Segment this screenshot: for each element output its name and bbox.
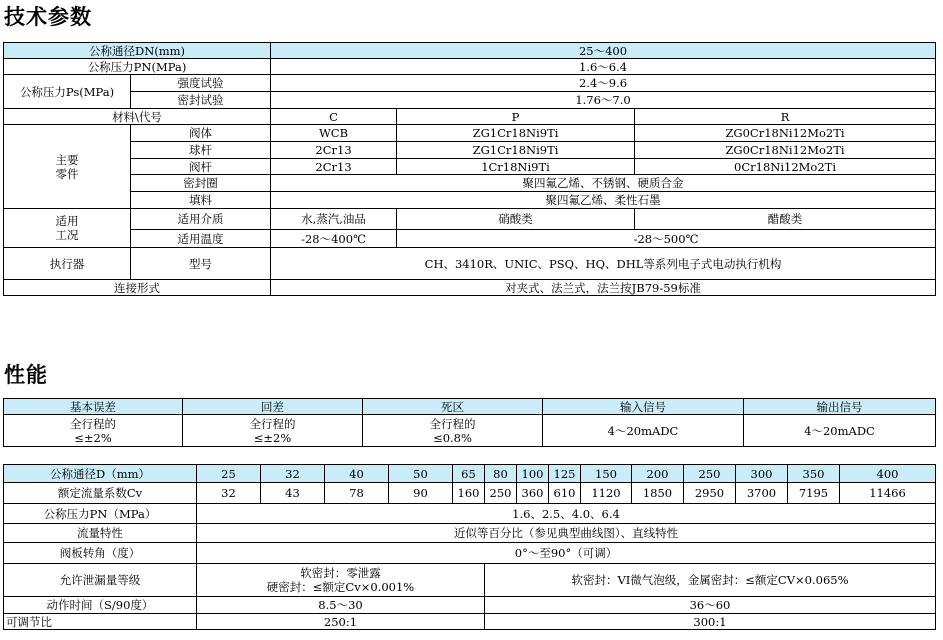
medium-r: 醋酸类 xyxy=(635,209,936,230)
cv-cell: 1850 xyxy=(632,483,684,504)
cv-cell: 11466 xyxy=(840,483,936,504)
output-signal-value: 4～20mADC xyxy=(744,415,936,447)
section-title-tech-params: 技术参数 xyxy=(4,5,92,29)
packing-value: 聚四氟乙烯、柔性石墨 xyxy=(271,192,936,209)
leak-right: 软密封：VI微气泡级，金属密封：≤额定CV×0.065% xyxy=(485,564,936,597)
seal-test-label: 密封试验 xyxy=(131,92,271,109)
leak-label: 允许泄漏量等级 xyxy=(4,564,197,597)
seal-ring-value: 聚四氟乙烯、不锈钢、硬质合金 xyxy=(271,175,936,192)
header-dead-band: 死区 xyxy=(363,399,543,415)
header-basic-error: 基本误差 xyxy=(4,399,183,415)
valve-body-label: 阀体 xyxy=(131,125,271,142)
ratio-right: 300:1 xyxy=(485,614,936,630)
cv-cell: 1120 xyxy=(581,483,632,504)
cv-cell: 250 xyxy=(485,483,517,504)
dn-label: 公称通径DN(mm) xyxy=(4,43,271,59)
header-output-signal: 输出信号 xyxy=(744,399,936,415)
cv-cell: 3700 xyxy=(736,483,788,504)
ps-label: 公称压力Ps(MPa) xyxy=(4,75,131,109)
valve-body-p: ZG1Cr18Ni9Ti xyxy=(397,125,635,142)
actuator-label: 执行器 xyxy=(4,248,131,280)
stem-r: 0Cr18Ni12Mo2Ti xyxy=(635,159,936,175)
stem-c: 2Cr13 xyxy=(271,159,397,175)
cv-cell: 32 xyxy=(197,483,261,504)
leak-left-hard: 硬密封：≤额定Cv×0.001% xyxy=(266,580,415,594)
valve-body-c: WCB xyxy=(271,125,397,142)
hysteresis-value: 全行程的≤±2% xyxy=(183,415,363,447)
dn-size-cell: 80 xyxy=(485,465,517,483)
cv-label: 额定流量系数Cv xyxy=(4,483,197,504)
pn-label-2: 公称压力PN（MPa） xyxy=(4,504,197,524)
header-input-signal: 输入信号 xyxy=(543,399,744,415)
model-value: CH、3410R、UNIC、PSQ、HQ、DHL等系列电子式电动执行机构 xyxy=(271,248,936,280)
code-r: R xyxy=(635,109,936,125)
input-signal-value: 4～20mADC xyxy=(543,415,744,447)
dn-size-cell: 150 xyxy=(581,465,632,483)
flow-value: 近似等百分比（参见典型曲线图）、直线特性 xyxy=(197,524,936,543)
action-time-left: 8.5～30 xyxy=(197,597,485,614)
dn-size-cell: 100 xyxy=(517,465,549,483)
stem-label: 阀杆 xyxy=(131,159,271,175)
dead-band-value: 全行程的≤0.8% xyxy=(363,415,543,447)
medium-label: 适用介质 xyxy=(131,209,271,230)
pn-value-2: 1.6、2.5、4.0、6.4 xyxy=(197,504,936,524)
basic-error-value: 全行程的≤±2% xyxy=(4,415,183,447)
leak-left xyxy=(197,564,485,597)
valve-body-r: ZG0Cr18Ni12Mo2Ti xyxy=(635,125,936,142)
connection-value: 对夹式、法兰式，法兰按JB79-59标准 xyxy=(271,280,936,296)
dn-size-cell: 65 xyxy=(453,465,485,483)
material-label: 材料\代号 xyxy=(4,109,271,125)
dn-size-cell: 25 xyxy=(197,465,261,483)
ball-stem-p: ZG1Cr18Ni9Ti xyxy=(397,142,635,159)
model-label: 型号 xyxy=(131,248,271,280)
applicable-label: 适用工况 xyxy=(4,209,131,248)
cv-cell: 7195 xyxy=(788,483,840,504)
performance-summary-table xyxy=(3,398,936,447)
cv-cell: 43 xyxy=(261,483,325,504)
medium-p: 硝酸类 xyxy=(397,209,635,230)
packing-label: 填料 xyxy=(131,192,271,209)
connection-label: 连接形式 xyxy=(4,280,271,296)
stem-p: 1Cr18Ni9Ti xyxy=(397,159,635,175)
cv-cell: 160 xyxy=(453,483,485,504)
ball-stem-c: 2Cr13 xyxy=(271,142,397,159)
dn-size-cell: 40 xyxy=(325,465,389,483)
pn-label: 公称压力PN(MPa) xyxy=(4,59,271,75)
pn-value: 1.6～6.4 xyxy=(271,59,936,75)
dn-size-cell: 250 xyxy=(684,465,736,483)
seal-ring-label: 密封圈 xyxy=(131,175,271,192)
ball-stem-r: ZG0Cr18Ni12Mo2Ti xyxy=(635,142,936,159)
seal-test-value: 1.76～7.0 xyxy=(271,92,936,109)
dn-size-cell: 300 xyxy=(736,465,788,483)
dn-size-cell: 350 xyxy=(788,465,840,483)
cv-cell: 610 xyxy=(549,483,581,504)
medium-c: 水,蒸汽,油品 xyxy=(271,209,397,230)
dn-size-cell: 50 xyxy=(389,465,453,483)
tech-params-table xyxy=(3,42,936,296)
cv-cell: 360 xyxy=(517,483,549,504)
dn-value: 25～400 xyxy=(271,43,936,59)
code-c: C xyxy=(271,109,397,125)
dn-size-cell: 200 xyxy=(632,465,684,483)
temp-c: -28～400℃ xyxy=(271,230,397,248)
cv-cell: 90 xyxy=(389,483,453,504)
section-title-performance: 性能 xyxy=(4,363,48,387)
leak-left-soft: 软密封：零泄露 xyxy=(300,566,381,580)
temp-label: 适用温度 xyxy=(131,230,271,248)
ball-stem-label: 球杆 xyxy=(131,142,271,159)
performance-detail-table xyxy=(3,464,936,630)
dn-size-cell: 400 xyxy=(840,465,936,483)
cv-cell: 78 xyxy=(325,483,389,504)
ratio-label: 可调节比 xyxy=(4,614,197,630)
action-time-right: 36～60 xyxy=(485,597,936,614)
cv-cell: 2950 xyxy=(684,483,736,504)
dn-size-cell: 125 xyxy=(549,465,581,483)
action-time-label: 动作时间（S/90度） xyxy=(4,597,197,614)
dn-size-cell: 32 xyxy=(261,465,325,483)
angle-label: 阀板转角（度） xyxy=(4,543,197,564)
ratio-left: 250:1 xyxy=(197,614,485,630)
strength-value: 2.4～9.6 xyxy=(271,75,936,92)
flow-label: 流量特性 xyxy=(4,524,197,543)
dn-size-label: 公称通径D（mm） xyxy=(4,465,197,483)
code-p: P xyxy=(397,109,635,125)
strength-label: 强度试验 xyxy=(131,75,271,92)
temp-pr: -28～500℃ xyxy=(397,230,936,248)
header-hysteresis: 回差 xyxy=(183,399,363,415)
main-parts-label: 主要零件 xyxy=(4,125,131,209)
angle-value: 0°～至90°（可调） xyxy=(197,543,936,564)
